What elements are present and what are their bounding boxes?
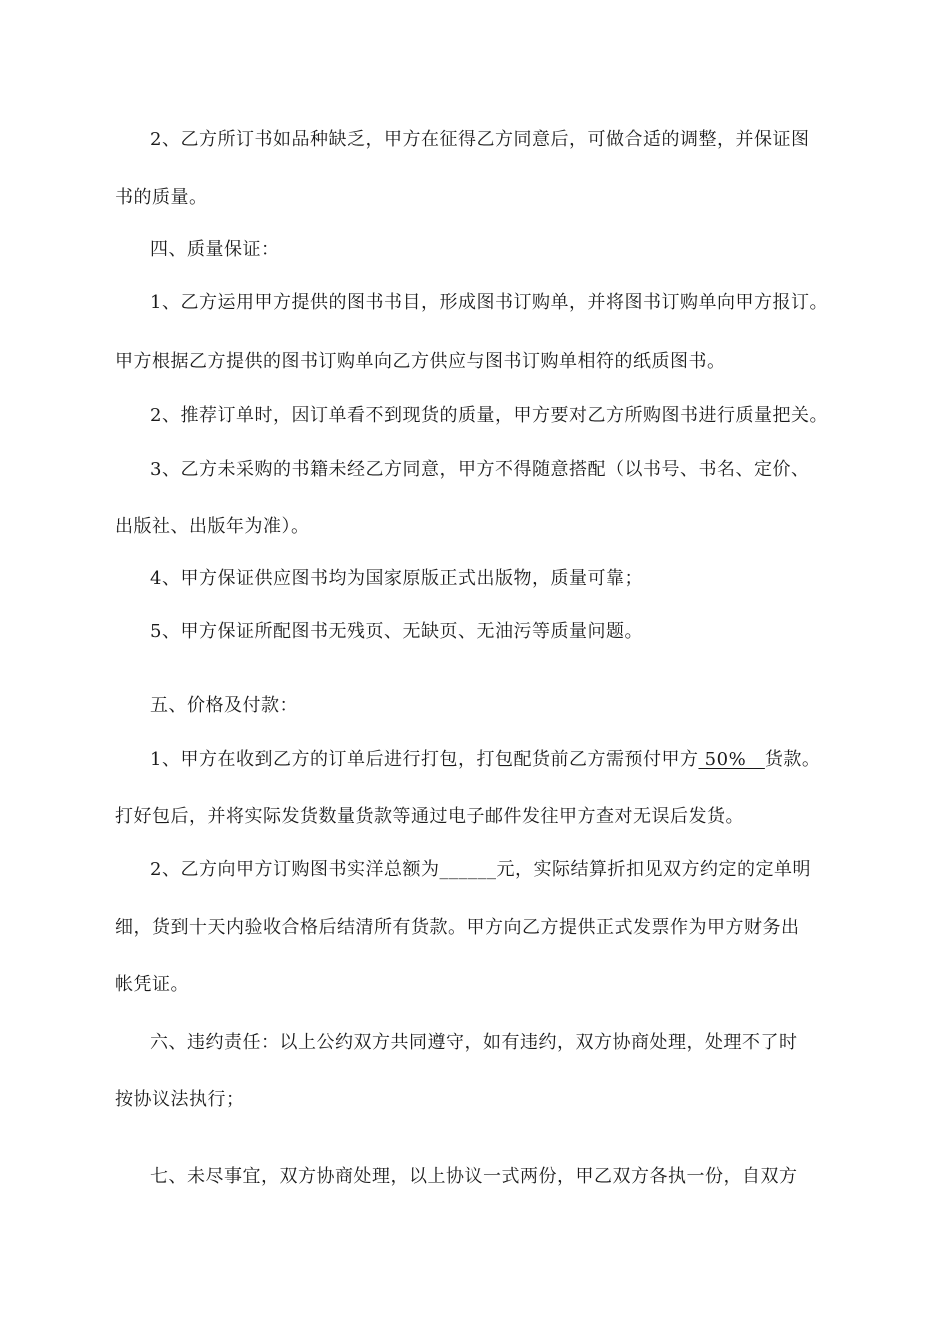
section-heading: 四、质量保证： [150,239,280,260]
paragraph-line: 4、甲方保证供应图书均为国家原版正式出版物，质量可靠； [150,568,643,589]
paragraph-line: 六、违约责任：以上公约双方共同遵守，如有违约，双方协商处理，处理不了时 [150,1032,798,1053]
paragraph-line: 细，货到十天内验收合格后结清所有货款。甲方向乙方提供正式发票作为甲方财务出 [115,917,800,938]
line-text: 元，实际结算折扣见双方约定的定单明 [496,859,811,880]
line-text: 货款。 [764,749,821,770]
paragraph-line: 1、乙方运用甲方提供的图书书目，形成图书订购单，并将图书订购单向甲方报订。 [150,292,828,313]
paragraph-line: 书的质量。 [115,187,208,208]
prepayment-percent: 50% [698,749,765,770]
paragraph-line [150,748,820,772]
paragraph-line: 甲方根据乙方提供的图书订购单向乙方供应与图书订购单相符的纸质图书。 [115,351,726,372]
paragraph-line: 3、乙方未采购的书籍未经乙方同意，甲方不得随意搭配（以书号、书名、定价、 [150,459,810,480]
paragraph-line: 2、乙方所订书如品种缺乏，甲方在征得乙方同意后，可做合适的调整，并保证图 [150,129,810,150]
paragraph-line: 5、甲方保证所配图书无残页、无缺页、无油污等质量问题。 [150,621,643,642]
paragraph-line: 打好包后，并将实际发货数量货款等通过电子邮件发往甲方查对无误后发货。 [115,806,744,827]
section-heading: 五、价格及付款： [150,695,298,716]
paragraph-line: 出版社、出版年为准）。 [115,516,310,537]
paragraph-line: 七、未尽事宜，双方协商处理，以上协议一式两份，甲乙双方各执一份，自双方 [150,1166,798,1187]
line-text: 2、乙方向甲方订购图书实洋总额为 [150,859,440,880]
paragraph-line: 按协议法执行； [115,1089,245,1110]
amount-blank: ______ [439,859,497,880]
paragraph-line: 帐凭证。 [115,974,189,995]
paragraph-line: 2、推荐订单时，因订单看不到现货的质量，甲方要对乙方所购图书进行质量把关。 [150,405,828,426]
line-text: 1、甲方在收到乙方的订单后进行打包，打包配货前乙方需预付甲方 [150,749,699,770]
paragraph-line [150,858,811,882]
